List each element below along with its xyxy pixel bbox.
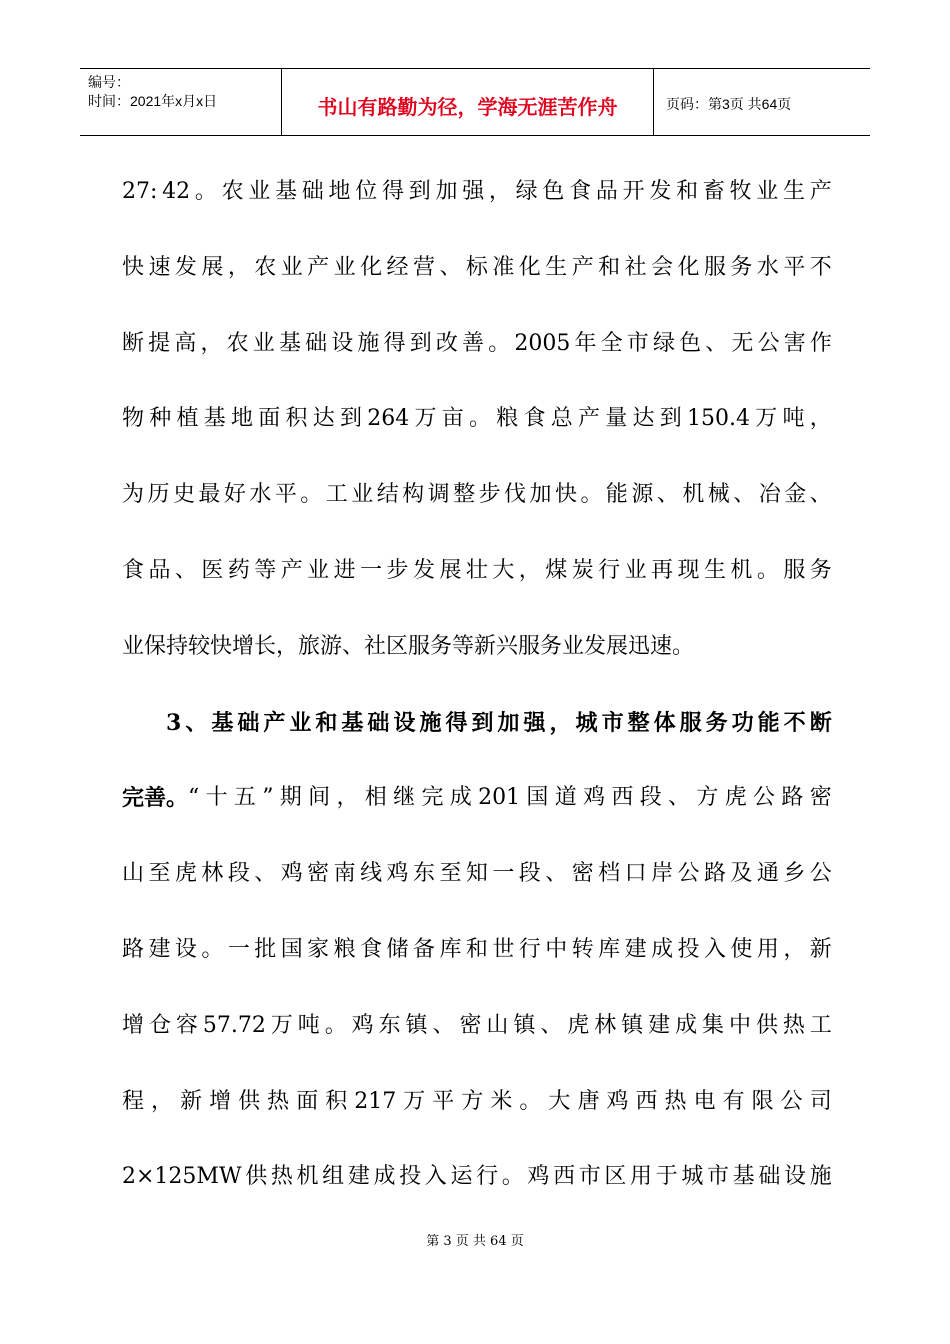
section-heading-end: 完善。 (122, 785, 189, 812)
page-header (80, 68, 870, 136)
text-line: 路 建 设 。 一 批 国 家 粮 食 储 备 库 和 世 行 中 转 库 建 成 投 入 使 用 ， 新 (122, 936, 832, 962)
text-line: 快 速 发 展 ， 农 业 产 业 化 经 营 、 标 准 化 生 产 和 社 会 化 服 务 水 平 不 (122, 254, 832, 280)
text-line: 27: 42 。 农 业 基 础 地 位 得 到 加 强 ， 绿 色 食 品 开 发 和 畜 牧 业 生 产 (122, 179, 832, 204)
header-page-label: 页码：第3页 共64页 (666, 96, 792, 112)
text-line: 食 品 、 医 药 等 产 业 进 一 步 发 展 壮 大 ， 煤 炭 行 业 再 现 生 机 。 服 务 (122, 557, 832, 583)
text-line-rest: “ 十 五 ” 期 间 ， 相 继 完 成 201 国 道 鸡 西 段 、 方 虎 公 路 密 (188, 785, 832, 811)
text-line: 物 种 植 基 地 面 积 达 到 264 万 亩 。 粮 食 总 产 量 达 到 150.4 万 吨 ， (122, 406, 832, 432)
text-line (122, 776, 832, 852)
text-line: 业保持较快增长，旅游、社区服务等新兴服务业发展迅速。 (122, 633, 695, 659)
text-line: 为 历 史 最 好 水 平 。 工 业 结 构 调 整 步 伐 加 快 。 能 源 、 机 械 、 冶 金 、 (122, 482, 832, 508)
header-meta (80, 69, 282, 135)
text-line: 断 提 高 ， 农 业 基 础 设 施 得 到 改 善 。 2005 年 全 市 绿 色 、 无 公 害 作 (122, 330, 832, 356)
text-line: 增 仓 容 57.72 万 吨 。 鸡 东 镇 、 密 山 镇 、 虎 林 镇 建 成 集 中 供 热 工 (122, 1012, 832, 1038)
text-line: 程 ， 新 增 供 热 面 积 217 万 平 方 米 。 大 唐 鸡 西 热 电 有 限 公 司 (122, 1088, 832, 1114)
text-line: 山 至 虎 林 段 、 鸡 密 南 线 鸡 东 至 知 一 段 、 密 档 口 岸 公 路 及 通 乡 公 (122, 861, 832, 887)
text-line: 2×125MW 供 热 机 组 建 成 投 入 运 行 。 鸡 西 市 区 用 于 城 市 基 础 设 施 (122, 1164, 832, 1190)
number-label: 编号： (88, 74, 130, 90)
page-footer: 第 3 页 共 64 页 (426, 1234, 524, 1249)
document-body (122, 170, 832, 1231)
section-heading: 3 、 基 础 产 业 和 基 础 设 施 得 到 加 强 ， 城 市 整 体 服 务 功 能 不 断 (166, 709, 832, 736)
header-slogan: 书山有路勤为径，学海无涯苦作舟 (282, 69, 654, 135)
time-label: 时间：2021年x月x日 (88, 93, 218, 109)
